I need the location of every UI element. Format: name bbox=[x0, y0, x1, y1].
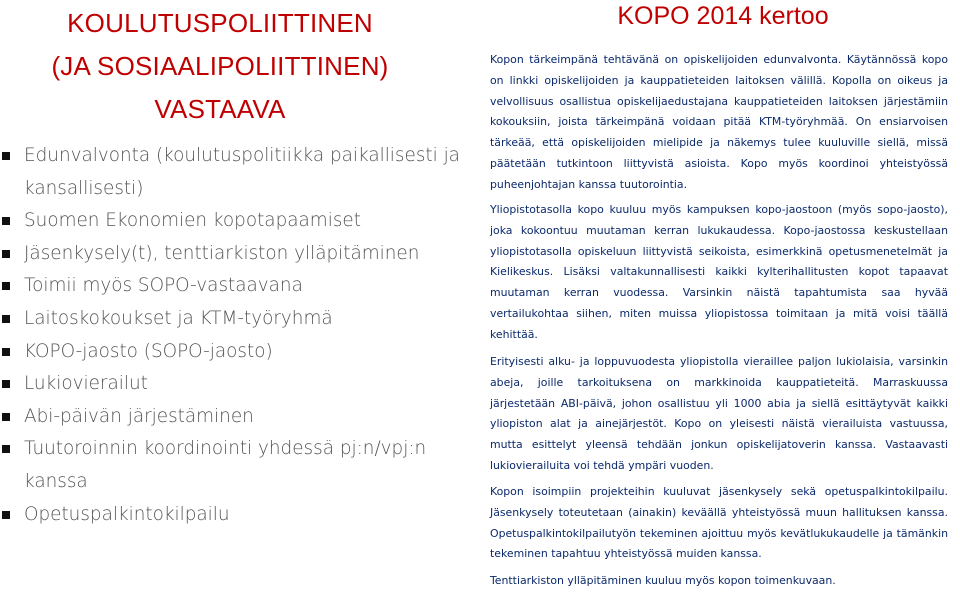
square-bullet-icon bbox=[2, 380, 10, 388]
square-bullet-icon bbox=[2, 250, 10, 258]
list-item-text: Jäsenkysely(t), tenttiarkiston ylläpitäminen bbox=[24, 242, 420, 264]
list-item bbox=[0, 140, 465, 205]
paragraph-lukiovierailut: Erityisesti alku- ja loppuvuodesta yliopistolla vieraillee paljon lukiolaisia, varsinkin abeja, joille tarkoituksena on markkinoida kauppatieteitä. Marraskuussa järjestetään ABI-päivä, johon osallistuu yli 1000 abia ja siellä esittäytyvät kaikki yliopiston alat ja ainejärjestöt. Kopo on yleisesti näistä vierailuista vastuussa, mutta esittelyt yleensä tehdään jonkun opiskelijatoverin kanssa. Vastaavasti lukiovierailuita voi tehdä ympäri vuoden. bbox=[490, 355, 948, 472]
square-bullet-icon bbox=[2, 217, 10, 225]
square-bullet-icon bbox=[2, 348, 10, 356]
paragraph-projektit: Kopon isoimpiin projekteihin kuuluvat jäsenkysely sekä opetuspalkintokilpailu. Jäsenkysely toteutetaan (ainakin) keväällä yhteistyössä muun hallituksen kanssa. Opetuspalkintokilpailutyön tekeminen ajoittuu myös kevätlukukaudelle ja tämänkin tekeminen tapahtuu yhteistyössä muiden kanssa. bbox=[490, 485, 948, 561]
paragraph-yliopistotaso: Yliopistotasolla kopo kuuluu myös kampuksen kopo-jaostoon (myös sopo-jaosto), joka kokoontuu muutaman kerran lukukaudessa. Kopo-jaostossa keskustellaan yliopistotasolla opiskeluun liittyvistä seikoista, esimerkkinä opetusmenetelmät ja Kielikeskus. Lisäksi valtakunnallisesti kaikki kylterihallitusten kopot tapaavat muutaman kerran vuodessa. Varsinkin näistä tapahtumista saa hyvää vertailukohtaa siihen, miten muissa yliopistossa toimitaan ja mitä voisi täällä kehittää. bbox=[490, 203, 948, 341]
paragraph-tenttiarkisto: Tenttiarkiston ylläpitäminen kuuluu myös kopon toimenkuvaan. bbox=[490, 574, 836, 587]
list-item bbox=[0, 401, 465, 434]
list-item bbox=[0, 499, 465, 532]
left-column bbox=[0, 0, 470, 591]
right-title: KOPO 2014 kertoo bbox=[617, 2, 829, 30]
square-bullet-icon bbox=[2, 445, 10, 453]
list-item-text: Opetuspalkintokilpailu bbox=[24, 503, 230, 525]
list-item-text: KOPO-jaosto (SOPO-jaosto) bbox=[24, 340, 273, 362]
list-item bbox=[0, 368, 465, 401]
left-title-line: VASTAAVA bbox=[154, 94, 286, 124]
list-item-text: Laitoskokoukset ja KTM-työryhmä bbox=[24, 307, 333, 329]
list-item bbox=[0, 336, 465, 369]
list-item-text: Edunvalvonta (koulutuspolitiikka paikallisesti ja kansallisesti) bbox=[24, 145, 460, 199]
list-item-text: Lukiovierailut bbox=[24, 373, 148, 395]
square-bullet-icon bbox=[2, 282, 10, 290]
list-item bbox=[0, 433, 465, 498]
square-bullet-icon bbox=[2, 315, 10, 323]
list-item bbox=[0, 238, 465, 271]
left-title-line: KOULUTUSPOLIITTINEN bbox=[67, 8, 373, 38]
list-item-text: Abi-päivän järjestäminen bbox=[24, 405, 254, 427]
square-bullet-icon bbox=[2, 413, 10, 421]
duties-list bbox=[0, 140, 465, 531]
right-column bbox=[488, 0, 960, 591]
list-item-text: Tuutoroinnin koordinointi yhdessä pj:n/vpj:n kanssa bbox=[24, 438, 427, 492]
left-title-line: (JA SOSIAALIPOLIITTINEN) bbox=[51, 51, 389, 81]
list-item-text: Suomen Ekonomien kopotapaamiset bbox=[24, 210, 361, 232]
paragraph-edunvalvonta: Kopon tärkeimpänä tehtävänä on opiskelijoiden edunvalvonta. Käytännössä kopo on linkki opiskelijoiden ja kauppatieteiden laitoksen välillä. Kopolla on oikeus ja velvollisuus osallistua opiskelijaedustajana kauppatieteiden laitoksen järjestämiin kokouksiin, joista tärkeimpänä voidaan pitää KTM-työryhmää. On ensiarvoisen tärkeää, että opiskelijoiden mielipide ja näkemys tulee kuuluville siellä, missä päätetään tutkintoon liittyvistä asioista. Kopo myös koordinoi yhteistyössä puheenjohtajan kanssa tuutorointia. bbox=[490, 53, 948, 191]
list-item bbox=[0, 205, 465, 238]
list-item-text: Toimii myös SOPO-vastaavana bbox=[24, 275, 303, 297]
list-item bbox=[0, 270, 465, 303]
left-title bbox=[0, 2, 440, 131]
square-bullet-icon bbox=[2, 152, 10, 160]
square-bullet-icon bbox=[2, 511, 10, 519]
list-item bbox=[0, 303, 465, 336]
